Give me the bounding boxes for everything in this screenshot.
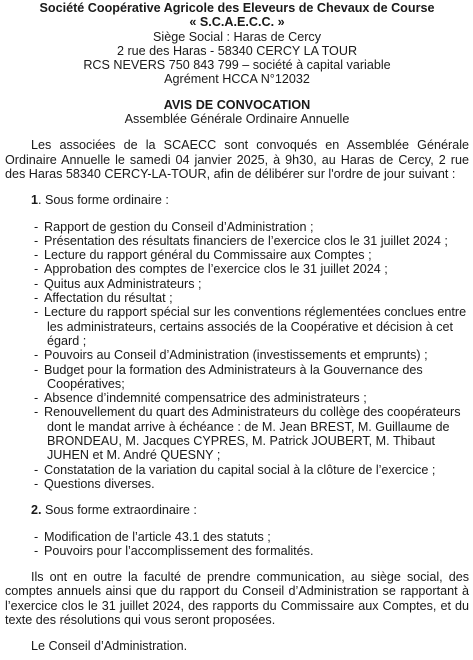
agenda-item (5, 463, 469, 477)
agenda-item-text: Absence d’indemnité compensatrice des administrateurs ; (44, 391, 367, 406)
agenda-item-text: Modification de l’article 43.1 des statuts ; (44, 529, 271, 544)
notice-subtitle: Assemblée Générale Ordinaire Annuelle (124, 112, 350, 127)
registered-seat: Siège Social : Haras de Cercy (153, 29, 321, 44)
dash-bullet: - (34, 248, 39, 263)
agenda-item (5, 248, 469, 262)
agenda-item-text: Approbation des comptes de l’exercice clos le 31 juillet 2024 ; (44, 262, 388, 277)
dash-bullet: - (34, 529, 39, 544)
dash-bullet: - (34, 391, 39, 406)
dash-bullet: - (34, 291, 39, 306)
agenda-item (5, 405, 469, 462)
agenda-item (5, 220, 469, 234)
agenda-item-text: Renouvellement du quart des Administrateurs du collège des coopérateurs dont le mandat arrive à échéance : de M. Jean BREST, M. Guillaume de BRONDEAU, M. Jacques CYPRES, M. Patrick JOUBERT, M. Thibaut JUHEN et M. André QUESNY ; (44, 405, 461, 463)
agenda-item-text: Quitus aux Administrateurs ; (44, 276, 202, 291)
document-header (5, 0, 469, 87)
dash-bullet: - (34, 405, 39, 420)
dash-bullet: - (34, 362, 39, 377)
agenda-item-text: Lecture du rapport général du Commissaire aux Comptes ; (44, 248, 372, 263)
closing-paragraph: Ils ont en outre la faculté de prendre communication, au siège social, des comptes annuels ainsi que du rapport du Conseil d’Administration se rapportant à l’exercice clos le 31 juillet 2024, des rapports du Commissaire aux Comptes, et du texte des résolutions qui vous seront proposées. (5, 570, 469, 627)
agenda-item (5, 363, 469, 392)
agenda-item (5, 391, 469, 405)
agenda-item-text: Constatation de la variation du capital social à la clôture de l’exercice ; (44, 462, 436, 477)
org-acronym: « S.C.A.E.C.C. » (189, 15, 285, 30)
address: 2 rue des Haras - 58340 CERCY LA TOUR (116, 43, 358, 58)
dash-bullet: - (34, 305, 39, 320)
agenda-item-text: Questions diverses. (44, 476, 155, 491)
dash-bullet: - (34, 462, 39, 477)
section-1-number: 1 (31, 193, 39, 208)
dash-bullet: - (34, 219, 39, 234)
notice-title: AVIS DE CONVOCATION (163, 97, 311, 112)
dash-bullet: - (34, 543, 39, 558)
agenda-item (5, 277, 469, 291)
agenda-item (5, 348, 469, 362)
agenda-item (5, 262, 469, 276)
agenda-item-text: Pouvoirs au Conseil d’Administration (investissements et emprunts) ; (44, 348, 428, 363)
dash-bullet: - (34, 476, 39, 491)
agenda-item (5, 305, 469, 348)
intro-paragraph: Les associées de la SCAECC sont convoqués en Assemblée Générale Ordinaire Annuelle le samedi 04 janvier 2025, à 9h30, au Haras de Cercy, 2 rue des Haras 58340 CERCY-LA-TOUR, afin de délibérer sur l'ordre de jour suivant : (5, 138, 469, 181)
agenda-item-text: Rapport de gestion du Conseil d’Administration ; (44, 219, 314, 234)
agenda-item-text: Présentation des résultats financiers de l’exercice clos le 31 juillet 2024 ; (44, 233, 448, 248)
dash-bullet: - (34, 348, 39, 363)
dash-bullet: - (34, 276, 39, 291)
agenda-item-text: Pouvoirs pour l’accomplissement des formalités. (44, 543, 314, 558)
agenda-item (5, 291, 469, 305)
agenda-item-text: Lecture du rapport spécial sur les conventions réglementées conclues entre les administrateurs, certains associés de la Coopérative et décision à cet égard ; (44, 305, 467, 348)
dash-bullet: - (34, 262, 39, 277)
agenda-item-text: Affectation du résultat ; (44, 291, 173, 306)
section-1-label: . Sous forme ordinaire : (38, 193, 169, 208)
agenda-item (5, 234, 469, 248)
org-name: Société Coopérative Agricole des Eleveurs de Chevaux de Course (39, 1, 435, 15)
section-2-number: 2. (31, 503, 42, 518)
section-1-title (5, 193, 469, 207)
rcs-number: RCS NEVERS 750 843 799 – société à capital variable (83, 58, 391, 73)
agrement-number: Agrément HCCA N°12032 (164, 72, 310, 87)
agenda-item (5, 477, 469, 491)
section-2-label: Sous forme extraordinaire : (41, 503, 197, 518)
agenda-item (5, 530, 469, 544)
section-1-list (5, 220, 469, 492)
section-2-list (5, 530, 469, 559)
dash-bullet: - (34, 233, 39, 248)
signature: Le Conseil d’Administration. (31, 639, 188, 654)
notice-heading (5, 97, 469, 127)
agenda-item (5, 544, 469, 558)
agenda-item-text: Budget pour la formation des Administrateurs à la Gouvernance des Coopératives; (44, 362, 423, 391)
section-2-title (5, 503, 469, 517)
